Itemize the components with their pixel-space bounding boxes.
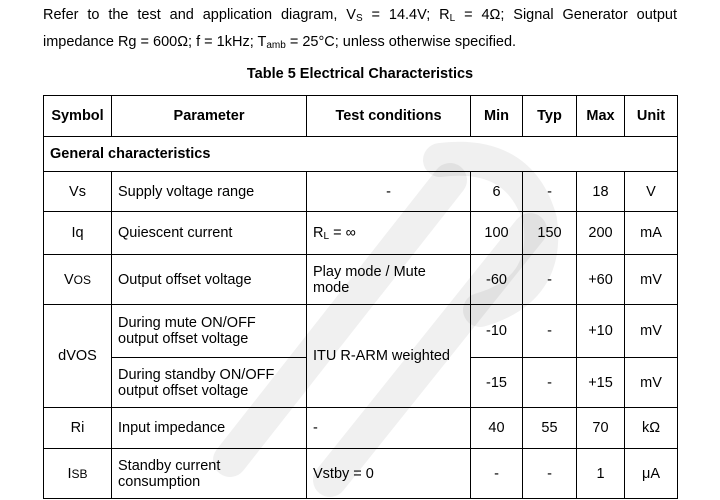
cell-symbol bbox=[44, 449, 112, 499]
cell-max: +60 bbox=[577, 255, 625, 305]
cond-sub: L bbox=[323, 231, 330, 242]
cond-tail: = ∞ bbox=[329, 225, 356, 241]
cell-max: +10 bbox=[577, 305, 625, 358]
cell-parameter bbox=[112, 358, 307, 408]
cell-symbol: Iq bbox=[44, 212, 112, 255]
param-line-2: output offset voltage bbox=[118, 331, 249, 347]
cell-unit: mV bbox=[625, 255, 678, 305]
header-min: Min bbox=[471, 96, 523, 137]
cell-min: 40 bbox=[471, 408, 523, 449]
cell-conditions: ITU R-ARM weighted bbox=[307, 305, 471, 408]
cell-min: -60 bbox=[471, 255, 523, 305]
header-symbol: Symbol bbox=[44, 96, 112, 137]
table-row bbox=[44, 212, 678, 255]
cell-max: 18 bbox=[577, 172, 625, 212]
cell-conditions bbox=[307, 212, 471, 255]
table-row bbox=[44, 172, 678, 212]
cell-unit: V bbox=[625, 172, 678, 212]
intro-paragraph bbox=[43, 2, 677, 56]
intro-text-1: Refer to the test and application diagram, V bbox=[43, 7, 356, 23]
header-parameter: Parameter bbox=[112, 96, 307, 137]
table-row bbox=[44, 408, 678, 449]
cell-parameter: Input impedance bbox=[112, 408, 307, 449]
symbol-sub: OS bbox=[73, 272, 91, 287]
section-general-characteristics: General characteristics bbox=[44, 137, 678, 172]
intro-text-4: = 25°C; unless otherwise specified. bbox=[285, 34, 517, 50]
cell-conditions: - bbox=[307, 172, 471, 212]
cell-typ: - bbox=[523, 255, 577, 305]
cell-conditions: Vstby = 0 bbox=[307, 449, 471, 499]
header-max: Max bbox=[577, 96, 625, 137]
intro-sub-rl: L bbox=[449, 13, 456, 24]
cell-typ: 150 bbox=[523, 212, 577, 255]
header-unit: Unit bbox=[625, 96, 678, 137]
cell-typ: - bbox=[523, 449, 577, 499]
cell-conditions: - bbox=[307, 408, 471, 449]
intro-text-2: = 14.4V; R bbox=[362, 7, 450, 23]
symbol-sub: SB bbox=[71, 466, 88, 481]
intro-sub-vs: S bbox=[355, 13, 363, 24]
cell-typ: 55 bbox=[523, 408, 577, 449]
cell-parameter: Output offset voltage bbox=[112, 255, 307, 305]
header-typ: Typ bbox=[523, 96, 577, 137]
cell-min: -15 bbox=[471, 358, 523, 408]
cell-min: - bbox=[471, 449, 523, 499]
header-test-conditions: Test conditions bbox=[307, 96, 471, 137]
cell-symbol: dVOS bbox=[44, 305, 112, 408]
symbol-main: I bbox=[67, 465, 72, 482]
cond-main: R bbox=[313, 225, 324, 241]
header-row bbox=[44, 96, 678, 137]
intro-sub-amb: amb bbox=[266, 40, 286, 51]
cell-parameter bbox=[112, 305, 307, 358]
cell-parameter: Supply voltage range bbox=[112, 172, 307, 212]
cond-line-1: Play mode / Mute bbox=[313, 263, 426, 280]
cond-line-2: mode bbox=[313, 279, 350, 296]
cell-symbol: Ri bbox=[44, 408, 112, 449]
table-row bbox=[44, 449, 678, 499]
section-row bbox=[44, 137, 678, 172]
cell-unit: μA bbox=[625, 449, 678, 499]
cell-typ: - bbox=[523, 305, 577, 358]
cell-typ: - bbox=[523, 358, 577, 408]
param-line-2: output offset voltage bbox=[118, 382, 249, 399]
cell-parameter bbox=[112, 449, 307, 499]
param-line-1: During standby ON/OFF bbox=[118, 366, 275, 383]
table-row bbox=[44, 255, 678, 305]
cell-max: 1 bbox=[577, 449, 625, 499]
cell-parameter: Quiescent current bbox=[112, 212, 307, 255]
cell-min: -10 bbox=[471, 305, 523, 358]
param-line-1: Standby current bbox=[118, 457, 221, 474]
cell-unit: mV bbox=[625, 358, 678, 408]
table-caption: Table 5 Electrical Characteristics bbox=[246, 66, 474, 82]
intro-text-3: = 4Ω; Signal Generator output impedance Rg = 600Ω; f = 1kHz; T bbox=[43, 7, 677, 50]
cell-unit: kΩ bbox=[625, 408, 678, 449]
cell-symbol bbox=[44, 255, 112, 305]
cell-max: 70 bbox=[577, 408, 625, 449]
cell-max: +15 bbox=[577, 358, 625, 408]
cell-unit: mV bbox=[625, 305, 678, 358]
cell-min: 6 bbox=[471, 172, 523, 212]
cell-unit: mA bbox=[625, 212, 678, 255]
param-line-2: consumption bbox=[118, 473, 201, 490]
param-line-1: During mute ON/OFF bbox=[118, 315, 256, 331]
symbol-main: V bbox=[63, 271, 74, 288]
cell-min: 100 bbox=[471, 212, 523, 255]
cell-conditions bbox=[307, 255, 471, 305]
cell-max: 200 bbox=[577, 212, 625, 255]
cell-symbol: Vs bbox=[44, 172, 112, 212]
table-row bbox=[44, 305, 678, 358]
cell-typ: - bbox=[523, 172, 577, 212]
electrical-characteristics-table bbox=[43, 95, 678, 499]
